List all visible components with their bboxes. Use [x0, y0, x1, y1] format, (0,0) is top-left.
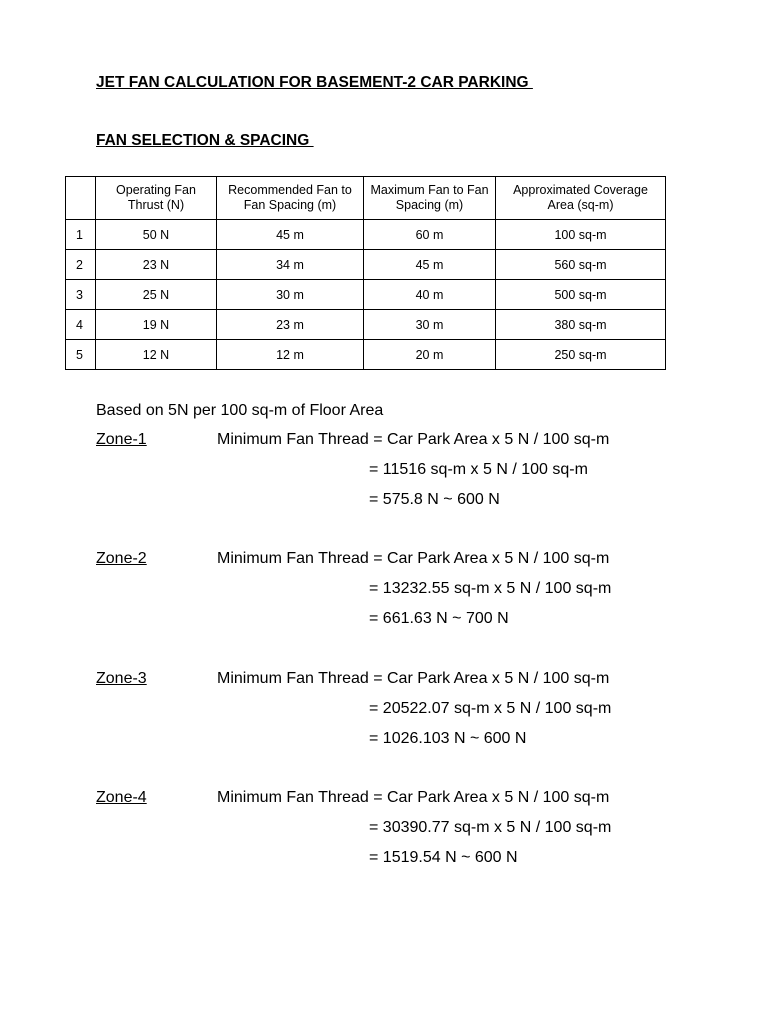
- table-row: [66, 340, 666, 370]
- cell-maximum-spacing: 45 m: [364, 250, 496, 280]
- zone-formula: Minimum Fan Thread = Car Park Area x 5 N / 100 sq-m: [217, 550, 610, 567]
- zone-label: Zone-2: [96, 550, 147, 567]
- cell-maximum-spacing: 20 m: [364, 340, 496, 370]
- cell-recommended-spacing: 45 m: [217, 220, 364, 250]
- zone-label: Zone-4: [96, 789, 147, 806]
- zone-1-calculation: [0, 431, 768, 521]
- zone-2-calculation: [0, 550, 768, 640]
- cell-thrust: 19 N: [96, 310, 217, 340]
- table-row: [66, 220, 666, 250]
- cell-recommended-spacing: 30 m: [217, 280, 364, 310]
- cell-thrust: 12 N: [96, 340, 217, 370]
- zone-result: = 1519.54 N ~ 600 N: [369, 849, 518, 866]
- cell-coverage-area: 380 sq-m: [496, 310, 666, 340]
- cell-recommended-spacing: 12 m: [217, 340, 364, 370]
- cell-coverage-area: 500 sq-m: [496, 280, 666, 310]
- cell-coverage-area: 560 sq-m: [496, 250, 666, 280]
- section-heading: FAN SELECTION & SPACING: [96, 132, 314, 149]
- cell-thrust: 50 N: [96, 220, 217, 250]
- zone-substitution: = 20522.07 sq-m x 5 N / 100 sq-m: [369, 700, 612, 717]
- cell-recommended-spacing: 34 m: [217, 250, 364, 280]
- zone-label: Zone-3: [96, 670, 147, 687]
- header-operating-thrust: Operating Fan Thrust (N): [96, 177, 217, 220]
- zone-4-calculation: [0, 789, 768, 879]
- cell-coverage-area: 100 sq-m: [496, 220, 666, 250]
- table-row: [66, 250, 666, 280]
- zone-formula: Minimum Fan Thread = Car Park Area x 5 N / 100 sq-m: [217, 431, 610, 448]
- zone-result: = 575.8 N ~ 600 N: [369, 491, 500, 508]
- zone-formula: Minimum Fan Thread = Car Park Area x 5 N / 100 sq-m: [217, 670, 610, 687]
- cell-coverage-area: 250 sq-m: [496, 340, 666, 370]
- zone-substitution: = 11516 sq-m x 5 N / 100 sq-m: [369, 461, 588, 478]
- cell-maximum-spacing: 60 m: [364, 220, 496, 250]
- table-header-row: [66, 177, 666, 220]
- header-index: [66, 177, 96, 220]
- zone-formula: Minimum Fan Thread = Car Park Area x 5 N / 100 sq-m: [217, 789, 610, 806]
- table-row: [66, 280, 666, 310]
- cell-thrust: 25 N: [96, 280, 217, 310]
- header-coverage-area: Approximated Coverage Area (sq-m): [496, 177, 666, 220]
- row-index: 1: [66, 220, 96, 250]
- row-index: 3: [66, 280, 96, 310]
- zone-result: = 1026.103 N ~ 600 N: [369, 730, 527, 747]
- zone-substitution: = 30390.77 sq-m x 5 N / 100 sq-m: [369, 819, 612, 836]
- cell-maximum-spacing: 30 m: [364, 310, 496, 340]
- header-recommended-spacing: Recommended Fan to Fan Spacing (m): [217, 177, 364, 220]
- cell-recommended-spacing: 23 m: [217, 310, 364, 340]
- row-index: 2: [66, 250, 96, 280]
- zone-3-calculation: [0, 670, 768, 760]
- zone-substitution: = 13232.55 sq-m x 5 N / 100 sq-m: [369, 580, 612, 597]
- calculation-basis: Based on 5N per 100 sq-m of Floor Area: [96, 402, 384, 419]
- header-maximum-spacing: Maximum Fan to Fan Spacing (m): [364, 177, 496, 220]
- row-index: 5: [66, 340, 96, 370]
- fan-selection-table: [65, 176, 666, 370]
- table-row: [66, 310, 666, 340]
- cell-maximum-spacing: 40 m: [364, 280, 496, 310]
- zone-label: Zone-1: [96, 431, 147, 448]
- zone-result: = 661.63 N ~ 700 N: [369, 610, 509, 627]
- row-index: 4: [66, 310, 96, 340]
- cell-thrust: 23 N: [96, 250, 217, 280]
- document-title: JET FAN CALCULATION FOR BASEMENT-2 CAR PARKING: [96, 74, 533, 91]
